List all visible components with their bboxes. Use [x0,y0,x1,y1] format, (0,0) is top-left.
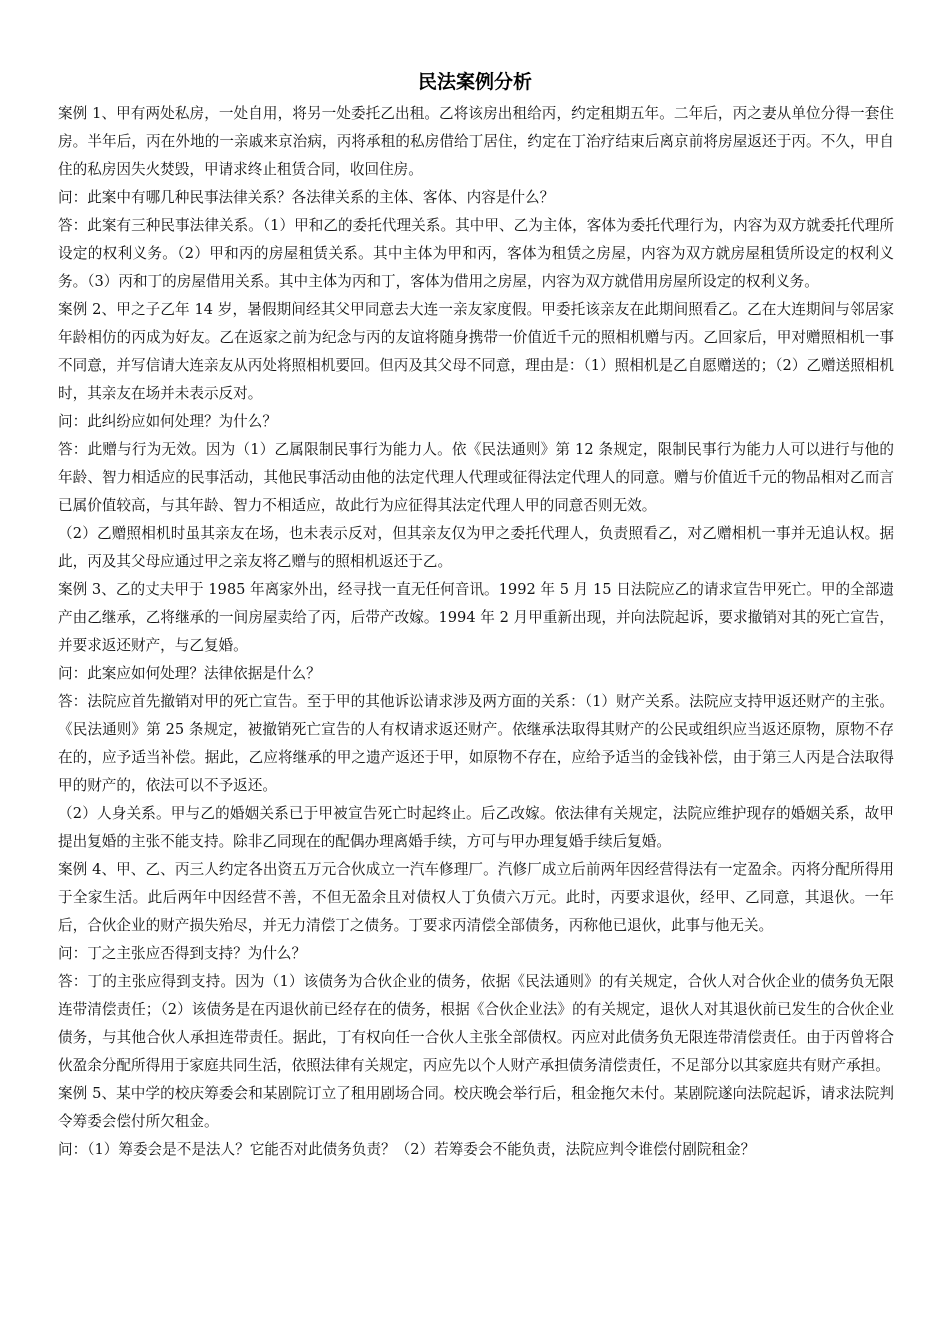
case5-paragraph: 案例 5、某中学的校庆筹委会和某剧院订立了租用剧场合同。校庆晚会举行后，租金拖欠未付。某剧院遂向法院起诉，请求法院判令筹委会偿付所欠租金。 [58,1085,894,1130]
case1-paragraph: 案例 1、甲有两处私房，一处自用，将另一处委托乙出租。乙将该房出租给丙，约定租期五年。二年后，丙之妻从单位分得一套住房。半年后，丙在外地的一亲戚来京治病，丙将承租的私房借给丁居住，约定在丁治疗结束后离京前将房屋返还于丙。不久，甲自住的私房因失火焚毁，甲请求终止租赁合同，收回住房。 [58,105,894,178]
case3-question: 问：此案应如何处理？法律依据是什么？ [58,665,321,682]
case5-question: 问：（1）筹委会是不是法人？它能否对此债务负责？（2）若筹委会不能负责，法院应判令谁偿付剧院租金？ [58,1141,756,1158]
case2-question: 问：此纠纷应如何处理？为什么？ [58,413,277,430]
case2-paragraph: 案例 2、甲之子乙年 14 岁，暑假期间经其父甲同意去大连一亲友家度假。甲委托该亲友在此期间照看乙。乙在大连期间与邻居家年龄相仿的丙成为好友。乙在返家之前为纪念与丙的友谊将随身携带一价值近千元的照相机赠与丙。乙回家后，甲对赠照相机一事不同意，并写信请大连亲友从丙处将照相机要回。但丙及其父母不同意，理由是：（1）照相机是乙自愿赠送的；（2）乙赠送照相机时，其亲友在场并未表示反对。 [58,301,894,402]
document-body [58,100,894,1164]
case1-question: 问：此案中有哪几种民事法律关系？各法律关系的主体、客体、内容是什么？ [58,189,555,206]
case3-answer: 答：法院应首先撤销对甲的死亡宣告。至于甲的其他诉讼请求涉及两方面的关系：（1）财产关系。法院应支持甲返还财产的主张。《民法通则》第 25 条规定，被撤销死亡宣告的人有权请求返还财产。依继承法取得其财产的公民或组织应当返还原物，原物不存在的，应予适当补偿。据此，乙应将继承的甲之遗产返还于甲，如原物不存在，应给予适当的金钱补偿，由于第三人丙是合法取得甲的财产的，依法可以不予返还。 [58,693,894,794]
case4-question: 问：丁之主张应否得到支持？为什么？ [58,945,307,962]
case4-paragraph: 案例 4、甲、乙、丙三人约定各出资五万元合伙成立一汽车修理厂。汽修厂成立后前两年因经营得法有一定盈余。丙将分配所得用于全家生活。此后两年中因经营不善，不但无盈余且对债权人丁负债六万元。此时，丙要求退伙，经甲、乙同意，其退伙。一年后，合伙企业的财产损失殆尽，并无力清偿丁之债务。丁要求丙清偿全部债务，丙称他已退伙，此事与他无关。 [58,861,894,934]
document-title: 民法案例分析 [417,71,532,93]
case2-answer: 答：此赠与行为无效。因为（1）乙属限制民事行为能力人。依《民法通则》第 12 条规定，限制民事行为能力人可以进行与他的年龄、智力相适应的民事活动，其他民事活动由他的法定代理人代理或征得法定代理人的同意。赠与价值近千元的物品相对乙而言已属价值较高，与其年龄、智力不相适应，故此行为应征得其法定代理人甲的同意否则无效。 [58,441,894,514]
case1-answer: 答：此案有三种民事法律关系。（1）甲和乙的委托代理关系。其中甲、乙为主体，客体为委托代理行为，内容为双方就委托代理所设定的权利义务。（2）甲和丙的房屋租赁关系。其中主体为甲和丙，客体为租赁之房屋，内容为双方就房屋租赁所设定的权利义务。（3）丙和丁的房屋借用关系。其中主体为丙和丁，客体为借用之房屋，内容为双方就借用房屋所设定的权利义务。 [58,217,894,290]
case3-paragraph: 案例 3、乙的丈夫甲于 1985 年离家外出，经寻找一直无任何音讯。1992 年 5 月 15 日法院应乙的请求宣告甲死亡。甲的全部遗产由乙继承，乙将继承的一间房屋卖给了丙，后带产改嫁。1994 年 2 月甲重新出现，并向法院起诉，要求撤销对其的死亡宣告，并要求返还财产，与乙复婚。 [58,581,894,654]
case4-answer: 答：丁的主张应得到支持。因为（1）该债务为合伙企业的债务，依据《民法通则》的有关规定，合伙人对合伙企业的债务负无限连带清偿责任；（2）该债务是在丙退伙前已经存在的债务，根据《合伙企业法》的有关规定，退伙人对其退伙前已发生的合伙企业债务，与其他合伙人承担连带责任。据此，丁有权向任一合伙人主张全部债权。丙应对此债务负无限连带清偿责任。由于丙曾将合伙盈余分配所得用于家庭共同生活，依照法律有关规定，丙应先以个人财产承担债务清偿责任，不足部分以其家庭共有财产承担。 [58,973,894,1074]
case3-answer-continued: （2）人身关系。甲与乙的婚姻关系已于甲被宣告死亡时起终止。后乙改嫁。依法律有关规定，法院应维护现存的婚姻关系，故甲提出复婚的主张不能支持。除非乙同现在的配偶办理离婚手续，方可与甲办理复婚手续后复婚。 [58,805,894,850]
case2-answer-continued: （2）乙赠照相机时虽其亲友在场，也未表示反对，但其亲友仅为甲之委托代理人，负责照看乙，对乙赠相机一事并无追认权。据此，丙及其父母应通过甲之亲友将乙赠与的照相机返还于乙。 [58,525,894,570]
